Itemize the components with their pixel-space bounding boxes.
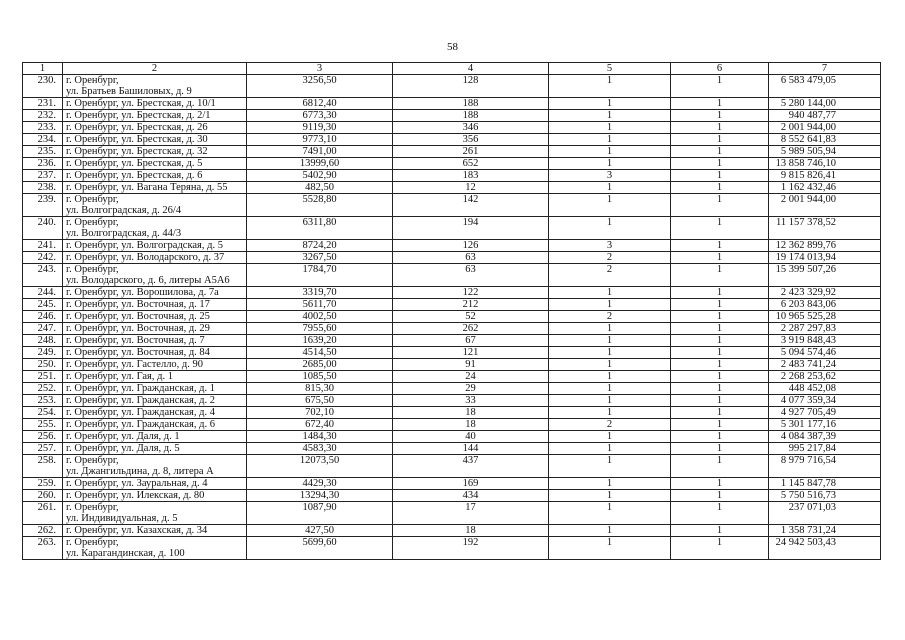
residents-cell: 52 (393, 311, 549, 323)
table-row (23, 98, 881, 110)
row-number-cell: 239. (23, 194, 63, 217)
area-cell: 1085,50 (247, 371, 393, 383)
count-5-cell: 1 (549, 323, 671, 335)
row-number-cell: 245. (23, 299, 63, 311)
count-5-cell: 1 (549, 395, 671, 407)
address-cell: г. Оренбург, ул. Гражданская, д. 4 (63, 407, 247, 419)
count-5-cell: 1 (549, 287, 671, 299)
cost-cell: 448 452,08 (769, 383, 881, 395)
residents-cell: 126 (393, 240, 549, 252)
address-cell: г. Оренбург, ул. Восточная, д. 25 (63, 311, 247, 323)
address-cell: г. Оренбург, ул. Гражданская, д. 1 (63, 383, 247, 395)
count-6-cell: 1 (671, 75, 769, 98)
row-number-cell: 230. (23, 75, 63, 98)
cost-cell: 4 927 705,49 (769, 407, 881, 419)
count-6-cell: 1 (671, 323, 769, 335)
count-6-cell: 1 (671, 134, 769, 146)
table-row (23, 299, 881, 311)
area-cell: 4583,30 (247, 443, 393, 455)
cost-cell: 2 001 944,00 (769, 194, 881, 217)
count-6-cell: 1 (671, 335, 769, 347)
area-cell: 6812,40 (247, 98, 393, 110)
count-6-cell: 1 (671, 252, 769, 264)
row-number-cell: 247. (23, 323, 63, 335)
address-cell: г. Оренбург, ул. Восточная, д. 7 (63, 335, 247, 347)
row-number-cell: 248. (23, 335, 63, 347)
residents-cell: 33 (393, 395, 549, 407)
table-row (23, 194, 881, 217)
count-6-cell: 1 (671, 359, 769, 371)
cost-cell: 6 203 843,06 (769, 299, 881, 311)
count-6-cell: 1 (671, 443, 769, 455)
register-table (22, 62, 881, 560)
table-row (23, 490, 881, 502)
row-number-cell: 236. (23, 158, 63, 170)
count-6-cell: 1 (671, 217, 769, 240)
count-5-cell: 1 (549, 134, 671, 146)
area-cell: 3319,70 (247, 287, 393, 299)
cost-cell: 1 358 731,24 (769, 525, 881, 537)
address-cell: г. Оренбург, ул. Брестская, д. 10/1 (63, 98, 247, 110)
row-number-cell: 231. (23, 98, 63, 110)
cost-cell: 3 919 848,43 (769, 335, 881, 347)
residents-cell: 144 (393, 443, 549, 455)
count-6-cell: 1 (671, 122, 769, 134)
table-row (23, 537, 881, 560)
area-cell: 427,50 (247, 525, 393, 537)
residents-cell: 91 (393, 359, 549, 371)
cost-cell: 5 989 505,94 (769, 146, 881, 158)
residents-cell: 188 (393, 98, 549, 110)
area-cell: 2685,00 (247, 359, 393, 371)
address-cell: г. Оренбург, ул. Илекская, д. 80 (63, 490, 247, 502)
row-number-cell: 259. (23, 478, 63, 490)
area-cell: 1784,70 (247, 264, 393, 287)
count-5-cell: 1 (549, 407, 671, 419)
count-6-cell: 1 (671, 419, 769, 431)
cost-cell: 5 301 177,16 (769, 419, 881, 431)
table-row (23, 311, 881, 323)
row-number-cell: 254. (23, 407, 63, 419)
area-cell: 3267,50 (247, 252, 393, 264)
residents-cell: 128 (393, 75, 549, 98)
address-cell: г. Оренбург, ул. Волгоградская, д. 26/4 (63, 194, 247, 217)
address-cell: г. Оренбург, ул. Володарского, д. 6, литеры А5А6 (63, 264, 247, 287)
cost-cell: 2 287 297,83 (769, 323, 881, 335)
area-cell: 1484,30 (247, 431, 393, 443)
area-cell: 5611,70 (247, 299, 393, 311)
address-cell: г. Оренбург, ул. Казахская, д. 34 (63, 525, 247, 537)
cost-cell: 940 487,77 (769, 110, 881, 122)
address-cell: г. Оренбург, ул. Волгоградская, д. 44/3 (63, 217, 247, 240)
count-6-cell: 1 (671, 347, 769, 359)
residents-cell: 40 (393, 431, 549, 443)
cost-cell: 12 362 899,76 (769, 240, 881, 252)
address-cell: г. Оренбург, ул. Даля, д. 5 (63, 443, 247, 455)
address-cell: г. Оренбург, ул. Джангильдина, д. 8, литера А (63, 455, 247, 478)
area-cell: 13999,60 (247, 158, 393, 170)
cost-cell: 2 268 253,62 (769, 371, 881, 383)
cost-cell: 1 162 432,46 (769, 182, 881, 194)
count-5-cell: 1 (549, 383, 671, 395)
count-5-cell: 1 (549, 335, 671, 347)
count-5-cell: 1 (549, 75, 671, 98)
count-5-cell: 1 (549, 359, 671, 371)
area-cell: 4514,50 (247, 347, 393, 359)
residents-cell: 142 (393, 194, 549, 217)
count-5-cell: 1 (549, 194, 671, 217)
residents-cell: 122 (393, 287, 549, 299)
row-number-cell: 263. (23, 537, 63, 560)
address-cell: г. Оренбург, ул. Брестская, д. 6 (63, 170, 247, 182)
count-6-cell: 1 (671, 537, 769, 560)
table-row (23, 525, 881, 537)
area-cell: 4002,50 (247, 311, 393, 323)
residents-cell: 121 (393, 347, 549, 359)
address-cell: г. Оренбург, ул. Восточная, д. 29 (63, 323, 247, 335)
cost-cell: 4 084 387,39 (769, 431, 881, 443)
row-number-cell: 261. (23, 502, 63, 525)
cost-cell: 8 552 641,83 (769, 134, 881, 146)
count-6-cell: 1 (671, 431, 769, 443)
cost-cell: 237 071,03 (769, 502, 881, 525)
table-row (23, 347, 881, 359)
row-number-cell: 244. (23, 287, 63, 299)
residents-cell: 24 (393, 371, 549, 383)
count-6-cell: 1 (671, 158, 769, 170)
area-cell: 7491,00 (247, 146, 393, 158)
count-6-cell: 1 (671, 240, 769, 252)
cost-cell: 5 750 516,73 (769, 490, 881, 502)
address-cell: г. Оренбург, ул. Вагана Теряна, д. 55 (63, 182, 247, 194)
count-5-cell: 1 (549, 455, 671, 478)
count-6-cell: 1 (671, 98, 769, 110)
table-row (23, 419, 881, 431)
residents-cell: 18 (393, 407, 549, 419)
count-5-cell: 1 (549, 158, 671, 170)
row-number-cell: 243. (23, 264, 63, 287)
row-number-cell: 257. (23, 443, 63, 455)
row-number-cell: 246. (23, 311, 63, 323)
count-6-cell: 1 (671, 525, 769, 537)
table-row (23, 252, 881, 264)
table-row (23, 478, 881, 490)
residents-cell: 17 (393, 502, 549, 525)
row-number-cell: 250. (23, 359, 63, 371)
count-5-cell: 1 (549, 490, 671, 502)
area-cell: 9773,10 (247, 134, 393, 146)
area-cell: 672,40 (247, 419, 393, 431)
cost-cell: 11 157 378,52 (769, 217, 881, 240)
header-row (23, 63, 881, 75)
count-5-cell: 2 (549, 419, 671, 431)
table-row (23, 443, 881, 455)
table-row (23, 217, 881, 240)
count-5-cell: 1 (549, 371, 671, 383)
residents-cell: 29 (393, 383, 549, 395)
address-cell: г. Оренбург, ул. Восточная, д. 17 (63, 299, 247, 311)
table-row (23, 407, 881, 419)
count-6-cell: 1 (671, 170, 769, 182)
count-5-cell: 3 (549, 170, 671, 182)
residents-cell: 183 (393, 170, 549, 182)
table-row (23, 323, 881, 335)
residents-cell: 12 (393, 182, 549, 194)
table-row (23, 158, 881, 170)
address-cell: г. Оренбург, ул. Зауральная, д. 4 (63, 478, 247, 490)
area-cell: 4429,30 (247, 478, 393, 490)
address-cell: г. Оренбург, ул. Братьев Башиловых, д. 9 (63, 75, 247, 98)
address-cell: г. Оренбург, ул. Гастелло, д. 90 (63, 359, 247, 371)
table-row (23, 134, 881, 146)
page-number: 58 (447, 41, 458, 53)
address-cell: г. Оренбург, ул. Брестская, д. 5 (63, 158, 247, 170)
count-5-cell: 1 (549, 537, 671, 560)
area-cell: 9119,30 (247, 122, 393, 134)
count-6-cell: 1 (671, 194, 769, 217)
address-cell: г. Оренбург, ул. Гражданская, д. 6 (63, 419, 247, 431)
count-5-cell: 1 (549, 146, 671, 158)
count-5-cell: 1 (549, 98, 671, 110)
table-row (23, 383, 881, 395)
count-5-cell: 1 (549, 525, 671, 537)
count-5-cell: 3 (549, 240, 671, 252)
residents-cell: 346 (393, 122, 549, 134)
table-row (23, 431, 881, 443)
count-6-cell: 1 (671, 146, 769, 158)
area-cell: 7955,60 (247, 323, 393, 335)
count-6-cell: 1 (671, 311, 769, 323)
cost-cell: 2 423 329,92 (769, 287, 881, 299)
count-6-cell: 1 (671, 287, 769, 299)
count-5-cell: 1 (549, 110, 671, 122)
count-6-cell: 1 (671, 264, 769, 287)
area-cell: 5699,60 (247, 537, 393, 560)
residents-cell: 437 (393, 455, 549, 478)
row-number-cell: 255. (23, 419, 63, 431)
count-6-cell: 1 (671, 395, 769, 407)
table-row (23, 264, 881, 287)
count-5-cell: 1 (549, 182, 671, 194)
count-6-cell: 1 (671, 110, 769, 122)
address-cell: г. Оренбург, ул. Восточная, д. 84 (63, 347, 247, 359)
count-6-cell: 1 (671, 383, 769, 395)
count-5-cell: 2 (549, 252, 671, 264)
area-cell: 1639,20 (247, 335, 393, 347)
row-number-cell: 240. (23, 217, 63, 240)
address-cell: г. Оренбург, ул. Даля, д. 1 (63, 431, 247, 443)
cost-cell: 24 942 503,43 (769, 537, 881, 560)
row-number-cell: 249. (23, 347, 63, 359)
count-6-cell: 1 (671, 407, 769, 419)
cost-cell: 15 399 507,26 (769, 264, 881, 287)
table-row (23, 455, 881, 478)
residents-cell: 261 (393, 146, 549, 158)
count-6-cell: 1 (671, 299, 769, 311)
address-cell: г. Оренбург, ул. Володарского, д. 37 (63, 252, 247, 264)
table-row (23, 110, 881, 122)
count-5-cell: 1 (549, 443, 671, 455)
residents-cell: 18 (393, 525, 549, 537)
row-number-cell: 262. (23, 525, 63, 537)
column-header: 3 (247, 63, 393, 75)
count-5-cell: 1 (549, 122, 671, 134)
table-row (23, 75, 881, 98)
count-5-cell: 1 (549, 347, 671, 359)
row-number-cell: 232. (23, 110, 63, 122)
area-cell: 6311,80 (247, 217, 393, 240)
table-row (23, 502, 881, 525)
column-header: 7 (769, 63, 881, 75)
count-5-cell: 2 (549, 311, 671, 323)
area-cell: 815,30 (247, 383, 393, 395)
row-number-cell: 234. (23, 134, 63, 146)
cost-cell: 2 001 944,00 (769, 122, 881, 134)
cost-cell: 19 174 013,94 (769, 252, 881, 264)
area-cell: 3256,50 (247, 75, 393, 98)
table-row (23, 182, 881, 194)
area-cell: 5528,80 (247, 194, 393, 217)
count-5-cell: 2 (549, 264, 671, 287)
residents-cell: 262 (393, 323, 549, 335)
area-cell: 675,50 (247, 395, 393, 407)
residents-cell: 63 (393, 264, 549, 287)
area-cell: 482,50 (247, 182, 393, 194)
cost-cell: 13 858 746,10 (769, 158, 881, 170)
row-number-cell: 258. (23, 455, 63, 478)
count-6-cell: 1 (671, 478, 769, 490)
cost-cell: 10 965 525,28 (769, 311, 881, 323)
row-number-cell: 252. (23, 383, 63, 395)
address-cell: г. Оренбург, ул. Индивидуальная, д. 5 (63, 502, 247, 525)
residents-cell: 63 (393, 252, 549, 264)
cost-cell: 995 217,84 (769, 443, 881, 455)
row-number-cell: 235. (23, 146, 63, 158)
residents-cell: 434 (393, 490, 549, 502)
count-6-cell: 1 (671, 182, 769, 194)
address-cell: г. Оренбург, ул. Ворошилова, д. 7а (63, 287, 247, 299)
count-5-cell: 1 (549, 478, 671, 490)
residents-cell: 212 (393, 299, 549, 311)
cost-cell: 4 077 359,34 (769, 395, 881, 407)
residents-cell: 194 (393, 217, 549, 240)
area-cell: 702,10 (247, 407, 393, 419)
residents-cell: 169 (393, 478, 549, 490)
cost-cell: 9 815 826,41 (769, 170, 881, 182)
row-number-cell: 238. (23, 182, 63, 194)
column-header: 2 (63, 63, 247, 75)
row-number-cell: 253. (23, 395, 63, 407)
table-row (23, 170, 881, 182)
column-header: 1 (23, 63, 63, 75)
area-cell: 6773,30 (247, 110, 393, 122)
residents-cell: 188 (393, 110, 549, 122)
table-row (23, 122, 881, 134)
table-row (23, 371, 881, 383)
count-6-cell: 1 (671, 455, 769, 478)
address-cell: г. Оренбург, ул. Брестская, д. 30 (63, 134, 247, 146)
area-cell: 12073,50 (247, 455, 393, 478)
cost-cell: 2 483 741,24 (769, 359, 881, 371)
address-cell: г. Оренбург, ул. Волгоградская, д. 5 (63, 240, 247, 252)
cost-cell: 1 145 847,78 (769, 478, 881, 490)
count-6-cell: 1 (671, 502, 769, 525)
cost-cell: 6 583 479,05 (769, 75, 881, 98)
cost-cell: 8 979 716,54 (769, 455, 881, 478)
row-number-cell: 256. (23, 431, 63, 443)
table-row (23, 146, 881, 158)
cost-cell: 5 280 144,00 (769, 98, 881, 110)
area-cell: 8724,20 (247, 240, 393, 252)
count-6-cell: 1 (671, 371, 769, 383)
column-header: 4 (393, 63, 549, 75)
column-header: 6 (671, 63, 769, 75)
count-5-cell: 1 (549, 431, 671, 443)
area-cell: 5402,90 (247, 170, 393, 182)
count-5-cell: 1 (549, 502, 671, 525)
table-row (23, 335, 881, 347)
residents-cell: 356 (393, 134, 549, 146)
address-cell: г. Оренбург, ул. Гая, д. 1 (63, 371, 247, 383)
count-5-cell: 1 (549, 217, 671, 240)
area-cell: 13294,30 (247, 490, 393, 502)
address-cell: г. Оренбург, ул. Брестская, д. 32 (63, 146, 247, 158)
table-row (23, 287, 881, 299)
residents-cell: 18 (393, 419, 549, 431)
residents-cell: 67 (393, 335, 549, 347)
row-number-cell: 241. (23, 240, 63, 252)
count-6-cell: 1 (671, 490, 769, 502)
cost-cell: 5 094 574,46 (769, 347, 881, 359)
table-row (23, 240, 881, 252)
address-cell: г. Оренбург, ул. Брестская, д. 26 (63, 122, 247, 134)
table-row (23, 395, 881, 407)
table-row (23, 359, 881, 371)
column-header: 5 (549, 63, 671, 75)
row-number-cell: 233. (23, 122, 63, 134)
address-cell: г. Оренбург, ул. Гражданская, д. 2 (63, 395, 247, 407)
address-cell: г. Оренбург, ул. Карагандинская, д. 100 (63, 537, 247, 560)
residents-cell: 652 (393, 158, 549, 170)
row-number-cell: 242. (23, 252, 63, 264)
residents-cell: 192 (393, 537, 549, 560)
row-number-cell: 260. (23, 490, 63, 502)
row-number-cell: 237. (23, 170, 63, 182)
address-cell: г. Оренбург, ул. Брестская, д. 2/1 (63, 110, 247, 122)
area-cell: 1087,90 (247, 502, 393, 525)
count-5-cell: 1 (549, 299, 671, 311)
row-number-cell: 251. (23, 371, 63, 383)
